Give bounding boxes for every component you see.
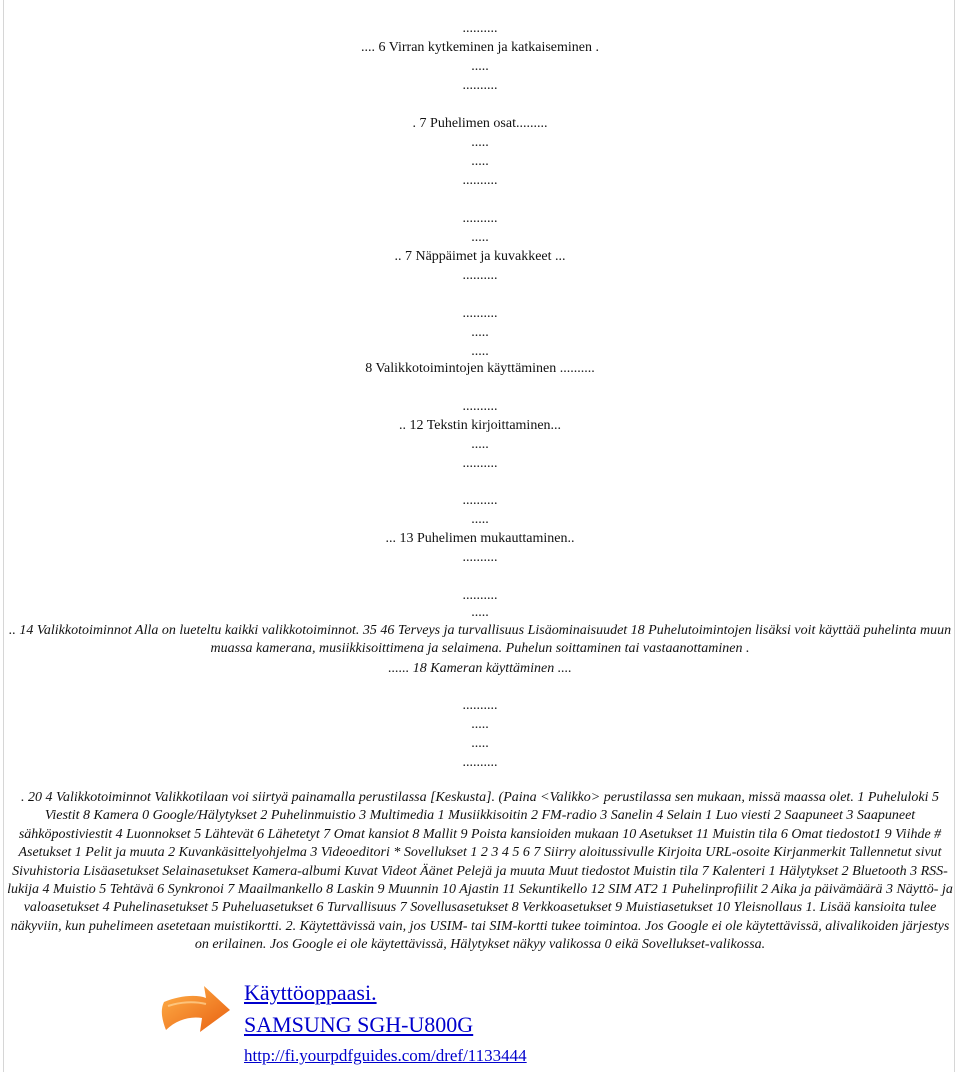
toc-line: .. 7 Näppäimet ja kuvakkeet ...	[394, 249, 566, 264]
footer-links	[244, 980, 527, 1066]
toc-line: ..........	[462, 306, 498, 321]
toc-line: .... 6 Virran kytkeminen ja katkaiseminen .	[360, 40, 599, 55]
toc-line: ..........	[462, 550, 498, 565]
toc-line: .....	[471, 512, 489, 527]
toc-line: .. 12 Tekstin kirjoittaminen...	[398, 418, 562, 433]
toc-line: ..........	[462, 493, 498, 508]
toc-line: ..........	[462, 21, 498, 36]
model-link[interactable]: SAMSUNG SGH-U800G	[244, 1012, 474, 1037]
toc-line: ..........	[462, 399, 498, 414]
toc-line: ..........	[462, 211, 498, 226]
toc-line: .....	[471, 344, 489, 359]
toc-line: ..........	[462, 755, 498, 770]
toc-line: .....	[471, 736, 489, 751]
toc-line: ..........	[462, 268, 498, 283]
guide-url-link[interactable]: http://fi.yourpdfguides.com/dref/1133444	[244, 1046, 527, 1065]
body-line-camera: ...... 18 Kameran käyttäminen ....	[388, 661, 572, 676]
toc-line: .....	[471, 135, 489, 150]
toc-line: .....	[471, 325, 489, 340]
toc-line: . 7 Puhelimen osat.........	[412, 116, 548, 131]
toc-line: ..........	[462, 456, 498, 471]
body-paragraph-intro: .. 14 Valikkotoiminnot Alla on lueteltu kaikki valikkotoiminnot. 35 46 Terveys ja turvallisuus Lisäominaisuudet 18 Puhelutoimintojen lisäksi voit käyttää puhelinta muun muassa kamerana, musiikkisoittimena ja selaimena. Puhelun soittaminen tai vastaanottaminen .	[8, 623, 952, 657]
body-paragraph-menu: . 20 4 Valikkotoiminnot Valikkotilaan voi siirtyä painamalla perustilassa [Keskusta]. (Paina <Valikko> perustilassa sen mukaan, missä maassa olet. 1 Puheluloki 5 Viestit 8 Kamera 0 Google/Hälytykset 2 Puhelinmuistio 3 Multimedia 1 Musiikkisoitin 2 FM-radio 3 Sanelin 4 Selain 1 Luo viesti 2 Saapuneet 3 Saapuneet sähköpostiviestit 4 Luonnokset 5 Lähtevät 6 Lähetetyt 7 Omat kansiot 8 Mallit 9 Poista kansioiden mukaan 10 Asetukset 11 Muistin tila 6 Omat tiedostot1 9 Viihde # Asetukset 1 Pelit ja muuta 2 Kuvankäsittelyohjelma 3 Videoeditori * Sovellukset 1 2 3 4 5 6 7 Siirry aloitussivulle Kirjoita URL-osoite Kirjanmerkit Tallennetut sivut Sivuhistoria Lisäasetukset Selainasetukset Kamera-albumi Kuvat Videot Äänet Pelejä ja muuta Muut tiedostot Muistin tila 7 Kalenteri 1 Hälytykset 2 Bluetooth 3 RSS-lukija 4 Muistio 5 Tehtävä 6 Synkronoi 7 Maailmankello 8 Laskin 9 Muunnin 10 Ajastin 11 Sekuntikello 12 SIM AT2 1 Puhelinprofiilit 2 Aika ja päivämäärä 3 Näyttö- ja valoasetukset 4 Puhelinasetukset 5 Puheluasetukset 6 Turvallisuus 7 Sovellusasetukset 8 Verkkoasetukset 9 Muistiasetukset 10 Yleisnollaus 1. Lisää kansioita tulee näkyviin, kun puhelimeen asetetaan muistikortti. 2. Käytettävissä vain, jos USIM- tai SIM-kortti tukee toimintoa. Jos Google ei ole käytettävissä, alivalikoiden järjestys on erilainen. Jos Google ei ole käytettävissä, Hälytykset näkyy valikossa 0 eikä Sovellukset-valikossa.	[7, 790, 953, 953]
pdf-guide-arrow-icon	[160, 974, 234, 1048]
toc-line: 8 Valikkotoimintojen käyttäminen ..........	[365, 361, 595, 376]
toc-line: .....	[471, 230, 489, 245]
toc-line: ..........	[462, 588, 498, 603]
manual-title-link[interactable]: Käyttöoppaasi.	[244, 980, 377, 1005]
toc-line: ... 13 Puhelimen mukauttaminen..	[385, 531, 575, 546]
toc-line: .....	[471, 717, 489, 732]
toc-line: ..........	[462, 78, 498, 93]
toc-line: .....	[471, 605, 489, 620]
toc-line: .....	[471, 154, 489, 169]
toc-line: ..........	[462, 173, 498, 188]
toc-line: .....	[471, 59, 489, 74]
toc-line: ..........	[462, 698, 498, 713]
toc-line: .....	[471, 437, 489, 452]
